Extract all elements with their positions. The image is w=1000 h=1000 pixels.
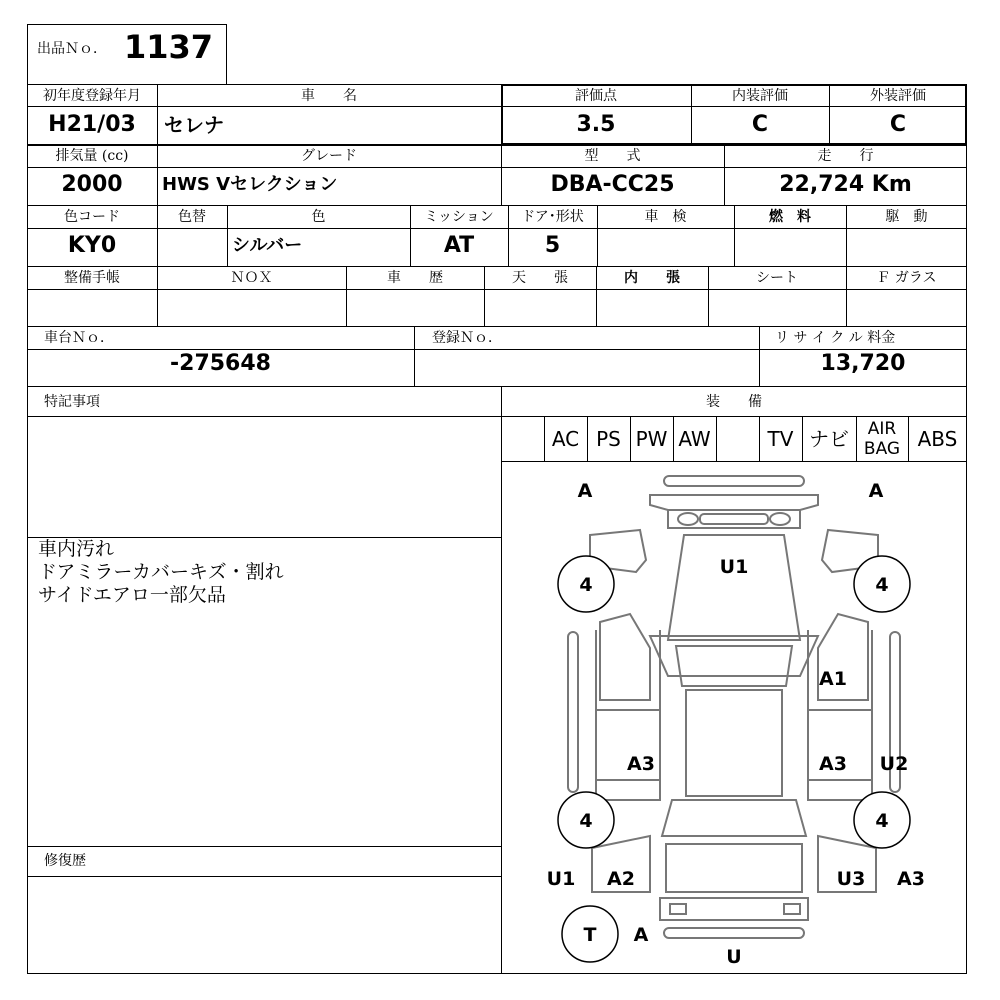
tire-rear-left-value: 4	[579, 810, 593, 832]
mark-left-side: A3	[627, 753, 655, 775]
lot-number: 1137	[124, 28, 214, 66]
mark-spare: A	[633, 924, 649, 946]
car-name-value: セレナ	[164, 113, 224, 137]
remark-line: サイドエアロ一部欠品	[38, 584, 226, 606]
color-label: 色	[311, 209, 326, 225]
equipment-navi: ナビ	[809, 427, 849, 451]
recycle-value: 13,720	[820, 351, 906, 376]
nox-label: ＮＯＸ	[230, 270, 273, 286]
door-label: ドア･形状	[521, 209, 584, 225]
tire-front-right-value: 4	[875, 574, 889, 596]
score-value: 3.5	[576, 112, 616, 137]
displacement-label: 排気量 (cc)	[55, 148, 129, 164]
remarks-notes	[38, 538, 284, 607]
tire-circles	[558, 556, 910, 962]
rule	[27, 876, 501, 877]
chassis-value: -275648	[170, 351, 271, 376]
mileage-value: 22,724 Km	[779, 172, 912, 197]
mark-front-right: A	[868, 480, 884, 502]
mark-front-left: A	[577, 480, 593, 502]
door-value: 5	[544, 233, 561, 258]
inspection-label: 車 検	[644, 209, 687, 225]
remark-line: ドアミラーカバーキズ・割れ	[38, 561, 284, 583]
mark-left-rear-2: A2	[607, 868, 635, 890]
model-label: 型 式	[584, 148, 641, 164]
repair-history-label: 修復歴	[44, 853, 86, 869]
mark-right-rear-2: A3	[897, 868, 925, 890]
interior-value: C	[751, 112, 769, 137]
mark-right-fender: A1	[819, 668, 847, 690]
equipment-ac: AC	[551, 427, 580, 451]
mission-value: AT	[443, 233, 475, 258]
displacement-value: 2000	[61, 172, 123, 197]
repaint-label: 色替	[178, 209, 206, 225]
tire-front-left-value: 4	[579, 574, 593, 596]
equipment-pw: PW	[635, 427, 668, 451]
interior-label: 内装評価	[732, 88, 788, 104]
color-code-label: 色コード	[64, 209, 120, 225]
mark-right-sill: U2	[879, 753, 909, 775]
service-book-label: 整備手帳	[64, 270, 120, 286]
mission-label: ミッション	[424, 209, 494, 225]
grade-value: HWS Vセレクション	[162, 174, 338, 195]
lot-label: 出品Ｎｏ．	[37, 41, 107, 57]
car-history-label: 車 歴	[387, 270, 443, 286]
score-label: 評価点	[575, 88, 617, 104]
mark-left-rear: U1	[546, 868, 576, 890]
exterior-label: 外装評価	[870, 88, 926, 104]
color-code-value: KY0	[67, 233, 117, 258]
tire-rear-right-value: 4	[875, 810, 889, 832]
equipment-abs: ABS	[917, 427, 958, 451]
mark-hood: U1	[719, 556, 749, 578]
mileage-label: 走 行	[817, 148, 874, 164]
rule	[27, 846, 501, 847]
seat-label: シート	[756, 270, 798, 286]
ceiling-label: 天 張	[512, 270, 568, 286]
first-registration-label: 初年度登録年月	[43, 88, 141, 104]
fuel-label: 燃 料	[769, 209, 811, 225]
interior-trim-label: 内 張	[624, 270, 680, 286]
rule	[27, 416, 967, 417]
drive-label: 駆 動	[885, 209, 928, 225]
first-registration-value: H21/03	[48, 112, 136, 137]
rule	[27, 386, 967, 387]
recycle-label: リ サ イ ク ル 料金	[775, 330, 896, 346]
exterior-value: C	[889, 112, 907, 137]
registration-value	[414, 346, 759, 382]
equipment-blank	[501, 418, 544, 460]
remark-line: 車内汚れ	[38, 538, 115, 560]
mark-right-rear: U3	[836, 868, 866, 890]
chassis-label: 車台Ｎｏ．	[44, 330, 114, 346]
equipment-blank	[716, 418, 759, 460]
equipment-ps: PS	[596, 427, 621, 451]
tire-spare-value: T	[583, 924, 597, 946]
rule	[27, 289, 967, 290]
mark-right-side: A3	[819, 753, 847, 775]
equipment-aw: AW	[678, 427, 711, 451]
repaint-value	[157, 228, 227, 264]
car-name-label: 車 名	[301, 88, 357, 104]
model-value: DBA-CC25	[550, 172, 675, 197]
front-glass-label: Ｆ ガラス	[876, 270, 937, 286]
registration-label: 登録Ｎｏ．	[432, 330, 502, 346]
color-value: シルバー	[232, 235, 303, 256]
equipment-airbag: AIR BAG	[863, 419, 901, 459]
equipment-tv: TV	[767, 427, 794, 451]
mark-rear-bumper: U	[726, 946, 742, 968]
remarks-label: 特記事項	[44, 394, 100, 410]
vehicle-damage-diagram	[501, 462, 967, 974]
grade-label: グレード	[301, 148, 357, 164]
equipment-label: 装 備	[706, 394, 762, 410]
